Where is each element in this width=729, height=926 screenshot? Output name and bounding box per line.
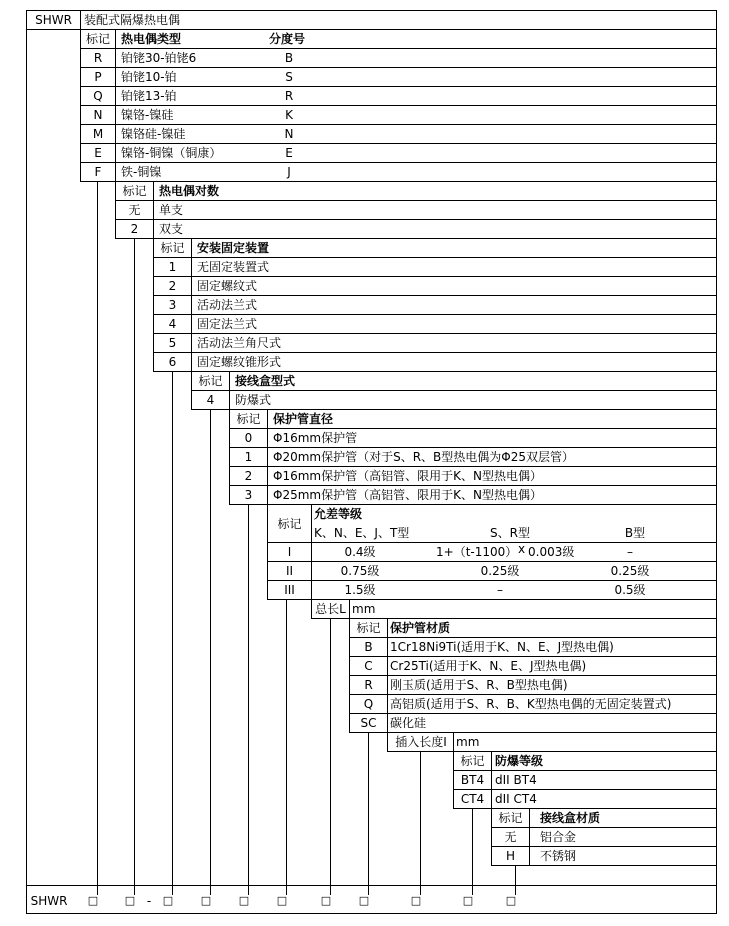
tolerance-row-knejt: 1.5级 [344, 583, 376, 597]
junction-box-code-header: 标记 [198, 374, 223, 388]
total-length-label: 总长L [315, 602, 346, 616]
thermocouple-type-row-grade: S [285, 70, 293, 84]
model-code-box: □ [87, 894, 99, 907]
mounting-row-code: 5 [168, 336, 177, 350]
mounting-row-code: 3 [168, 298, 177, 312]
model-code-box: □ [462, 894, 474, 907]
junction-box-row-code: 4 [206, 393, 215, 407]
tube-diameter-row-label: Φ20mm保护管（对于S、R、B型热电偶为Φ25双层管） [273, 450, 574, 464]
tolerance-col-knejt: K、N、E、J、T型 [314, 526, 410, 540]
tolerance-row-grade: II [285, 564, 294, 578]
thermocouple-type-row-label: 铂铑10-铂 [121, 70, 177, 84]
thermocouple-type-row-label: 镍铬硅-镍硅 [121, 127, 186, 141]
thermocouple-type-row-grade: B [284, 51, 294, 65]
box-material-row-code: 无 [504, 830, 517, 844]
tolerance-row-sr: – [497, 583, 503, 597]
tube-material-row-code: C [364, 659, 373, 673]
insert-length-unit: mm [456, 735, 480, 749]
thermocouple-type-row-label: 镍铬-镍硅 [121, 108, 174, 122]
mounting-row-label: 固定螺纹式 [197, 279, 258, 293]
mounting-row-label: 固定法兰式 [197, 317, 258, 331]
mounting-row-label: 活动法兰式 [197, 298, 258, 312]
thermocouple-type-row-code: P [94, 70, 102, 84]
tolerance-row-sr-formula: 1+（t-1100） [436, 545, 518, 559]
tube-material-row-code: Q [363, 697, 374, 711]
thermocouple-type-row-label: 铂铑30-铂铑6 [121, 51, 197, 65]
thermocouple-type-title: 热电偶类型 [121, 32, 182, 46]
thermocouple-type-extra-header: 分度号 [269, 32, 306, 46]
thermocouple-type-row-grade: R [284, 89, 294, 103]
model-code-box: □ [358, 894, 370, 907]
tube-diameter-title: 保护管直径 [273, 412, 334, 426]
thermocouple-type-row-grade: J [287, 165, 291, 179]
thermocouple-type-row-grade: E [285, 146, 293, 160]
box-material-row-code: H [505, 849, 516, 863]
thermocouple-type-code-header: 标记 [85, 32, 110, 46]
box-material-row-label: 不锈钢 [540, 849, 577, 863]
tube-diameter-code-header: 标记 [236, 412, 261, 426]
mounting-title: 安装固定装置 [197, 241, 270, 255]
tolerance-row-b: 0.5级 [614, 583, 646, 597]
mounting-row-code: 4 [168, 317, 177, 331]
model-code-box: □ [200, 894, 212, 907]
explosion-grade-row-label: dII CT4 [495, 792, 537, 806]
tube-diameter-row-code: 0 [244, 431, 253, 445]
tube-material-row-code: SC [360, 716, 377, 730]
tolerance-row-grade: III [284, 583, 295, 597]
total-length-unit: mm [352, 602, 376, 616]
tube-diameter-row-code: 2 [244, 469, 253, 483]
tolerance-row-b: 0.25级 [610, 564, 650, 578]
thermocouple-type-row-code: F [94, 165, 102, 179]
tube-material-row-label: 1Cr18Ni9Ti(适用于K、N、E、J型热电偶) [390, 640, 614, 654]
box-material-row-label: 铝合金 [540, 830, 577, 844]
model-code-box: □ [505, 894, 517, 907]
explosion-grade-row-code: CT4 [460, 792, 485, 806]
tolerance-row-sr-factor: 0.003级 [528, 545, 575, 559]
pairs-row-label: 双支 [159, 222, 184, 236]
thermocouple-type-row-grade: N [284, 127, 294, 141]
mounting-row-label: 无固定装置式 [197, 260, 270, 274]
model-code-box: □ [162, 894, 174, 907]
tube-material-row-label: 碳化硅 [390, 716, 427, 730]
tolerance-row-sr-times: x [518, 542, 526, 556]
thermocouple-type-row-code: N [93, 108, 103, 122]
model-code-row-label: SHWR [30, 894, 68, 908]
model-code-header: SHWR [35, 13, 72, 27]
box-material-title: 接线盒材质 [540, 811, 601, 825]
tube-material-row-code: B [364, 640, 373, 654]
model-code-box: □ [276, 894, 288, 907]
thermocouple-type-row-code: Q [93, 89, 103, 103]
explosion-grade-row-label: dII BT4 [495, 773, 537, 787]
tube-material-row-label: Cr25Ti(适用于K、N、E、J型热电偶) [390, 659, 587, 673]
box-material-code-header: 标记 [498, 811, 523, 825]
tube-material-code-header: 标记 [356, 621, 381, 635]
thermocouple-type-row-label: 镍铬-铜镍（铜康） [121, 146, 222, 160]
mounting-row-code: 1 [168, 260, 177, 274]
model-code-box: □ [320, 894, 332, 907]
tolerance-row-knejt: 0.75级 [340, 564, 380, 578]
thermocouple-type-row-grade: K [285, 108, 293, 122]
pairs-row-code: 2 [130, 222, 139, 236]
tube-diameter-row-label: Φ16mm保护管 [273, 431, 358, 445]
model-code-dash: - [146, 894, 152, 908]
tolerance-title: 允差等级 [314, 507, 363, 521]
tolerance-col-b: B型 [624, 526, 646, 540]
tube-diameter-row-code: 1 [244, 450, 253, 464]
model-code-box: □ [238, 894, 250, 907]
tube-material-row-label: 刚玉质(适用于S、R、B型热电偶) [390, 678, 568, 692]
mounting-code-header: 标记 [160, 241, 185, 255]
tolerance-row-b: – [627, 545, 633, 559]
thermocouple-type-row-code: M [92, 127, 104, 141]
explosion-grade-code-header: 标记 [460, 754, 485, 768]
tube-material-title: 保护管材质 [390, 621, 451, 635]
mounting-row-label: 活动法兰角尺式 [197, 336, 282, 350]
model-code-box: □ [124, 894, 136, 907]
thermocouple-type-row-code: R [93, 51, 103, 65]
tube-diameter-row-code: 3 [244, 488, 253, 502]
tolerance-row-knejt: 0.4级 [344, 545, 376, 559]
pairs-title: 热电偶对数 [159, 184, 220, 198]
tube-material-row-code: R [364, 678, 373, 692]
tolerance-row-grade: I [287, 545, 292, 559]
insert-length-label: 插入长度I [395, 735, 447, 749]
model-code-box: □ [410, 894, 422, 907]
tolerance-code-header: 标记 [277, 517, 302, 531]
mounting-row-code: 6 [168, 355, 177, 369]
thermocouple-type-row-code: E [94, 146, 102, 160]
tube-material-row-label: 高铝质(适用于S、R、B、K型热电偶的无固定装置式) [390, 697, 672, 711]
tolerance-row-sr: 0.25级 [480, 564, 520, 578]
junction-box-row-label: 防爆式 [235, 393, 272, 407]
mounting-row-label: 固定螺纹锥形式 [197, 355, 282, 369]
tube-diameter-row-label: Φ25mm保护管（高铝管、限用于K、N型热电偶） [273, 488, 542, 502]
pairs-code-header: 标记 [122, 184, 147, 198]
explosion-grade-row-code: BT4 [460, 773, 485, 787]
product-title: 装配式隔爆热电偶 [84, 13, 181, 27]
tube-diameter-row-label: Φ16mm保护管（高铝管、限用于K、N型热电偶） [273, 469, 542, 483]
thermocouple-type-row-label: 铁-铜镍 [121, 165, 162, 179]
mounting-row-code: 2 [168, 279, 177, 293]
pairs-row-label: 单支 [159, 203, 184, 217]
explosion-grade-title: 防爆等级 [495, 754, 544, 768]
junction-box-title: 接线盒型式 [235, 374, 296, 388]
pairs-row-code: 无 [128, 203, 141, 217]
tolerance-col-sr: S、R型 [490, 526, 530, 540]
thermocouple-type-row-label: 铂铑13-铂 [121, 89, 177, 103]
